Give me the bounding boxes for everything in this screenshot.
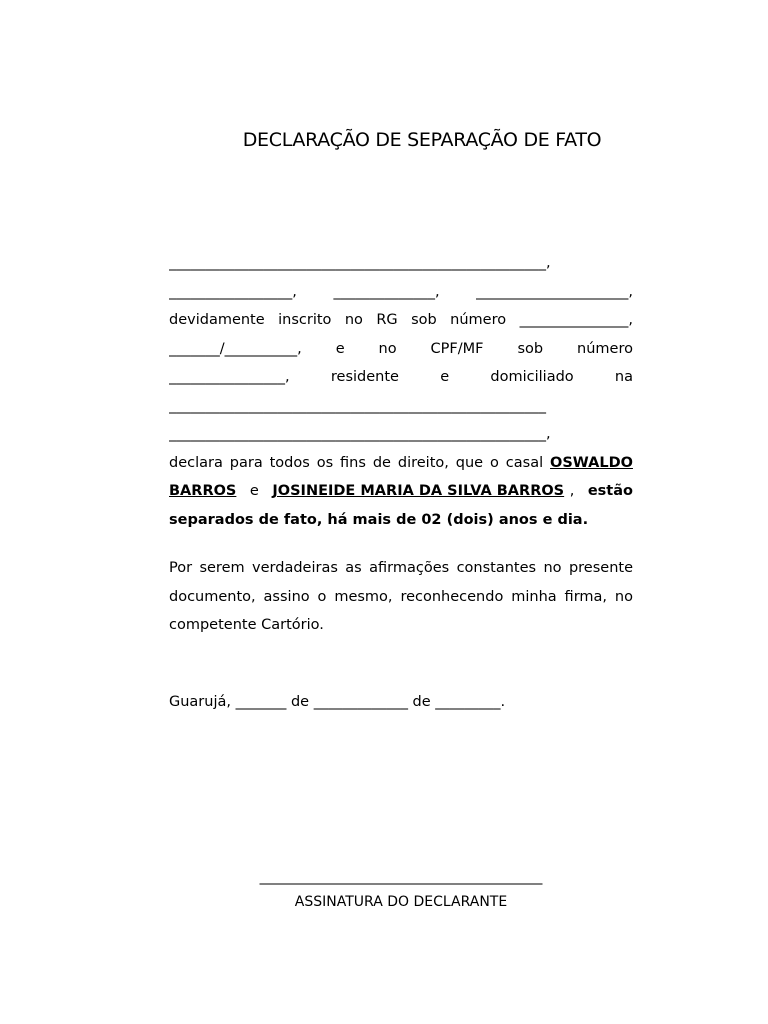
word: número — [450, 312, 507, 328]
word: casal — [505, 454, 544, 471]
word: domiciliado — [490, 369, 574, 385]
word: para — [229, 454, 263, 471]
page-title: DECLARAÇÃO DE SEPARAÇÃO DE FATO — [242, 129, 602, 151]
word: direito, — [397, 454, 449, 471]
nationality-blank: _________________, — [169, 283, 297, 300]
date-line: Guarujá, _______ de _____________ de _________. — [169, 694, 506, 710]
residence-line — [169, 363, 633, 392]
word: e — [440, 369, 450, 385]
word: inscrito — [278, 312, 332, 328]
word: no — [344, 312, 363, 328]
word: o — [490, 454, 499, 471]
word: sob — [517, 340, 544, 357]
name-blank: ____________________________________________________, — [169, 255, 551, 271]
wife-name: JOSINEIDE MARIA DA SILVA BARROS — [272, 483, 565, 499]
word: na — [614, 369, 633, 385]
word: todos — [269, 454, 310, 471]
declares-line — [169, 449, 633, 478]
word: os — [316, 454, 334, 471]
husband-name: OSWALDO — [550, 454, 633, 471]
word: de — [372, 454, 391, 471]
word: residente — [330, 369, 399, 385]
blank-line-qualification — [169, 278, 633, 307]
word: declara — [169, 454, 223, 471]
word: e — [335, 340, 345, 357]
rg-line — [169, 306, 633, 335]
word: estão — [587, 483, 633, 499]
husband-surname: BARROS — [169, 483, 237, 499]
address-blank: ____________________________________________________ — [169, 397, 546, 414]
affirmation-paragraph: Por serem verdadeiras as afirmações constantes no presente documento, assino o mesmo, reconhecendo minha firma, no competente Cartório. — [169, 560, 633, 633]
word: CPF/MF — [430, 340, 484, 357]
cpf-line — [169, 335, 633, 364]
signature-label: ASSINATURA DO DECLARANTE — [294, 894, 508, 910]
comma: , — [569, 483, 575, 499]
signature-line: _______________________________________ — [259, 869, 543, 885]
address-blank-line — [169, 392, 633, 421]
address-blank-2: ____________________________________________________, — [169, 426, 551, 442]
word: fins — [340, 454, 366, 471]
rg-blank: _______________, — [519, 312, 633, 328]
declaration-body — [169, 249, 633, 534]
rg-issuer-blank: _______/__________, — [169, 340, 302, 357]
word: e — [249, 483, 259, 499]
word: no — [378, 340, 397, 357]
address-blank-line-2 — [169, 420, 633, 449]
profession-blank: _____________________, — [476, 283, 633, 300]
word: que — [455, 454, 484, 471]
couple-line — [169, 477, 633, 506]
blank-line-name — [169, 249, 633, 278]
separation-statement: separados de fato, há mais de 02 (dois) anos e dia. — [169, 511, 589, 528]
word: número — [577, 340, 633, 357]
word: RG — [376, 312, 398, 328]
civil-status-blank: ______________, — [333, 283, 440, 300]
cpf-blank: ________________, — [169, 369, 290, 385]
word: sob — [411, 312, 437, 328]
word: devidamente — [169, 312, 265, 328]
